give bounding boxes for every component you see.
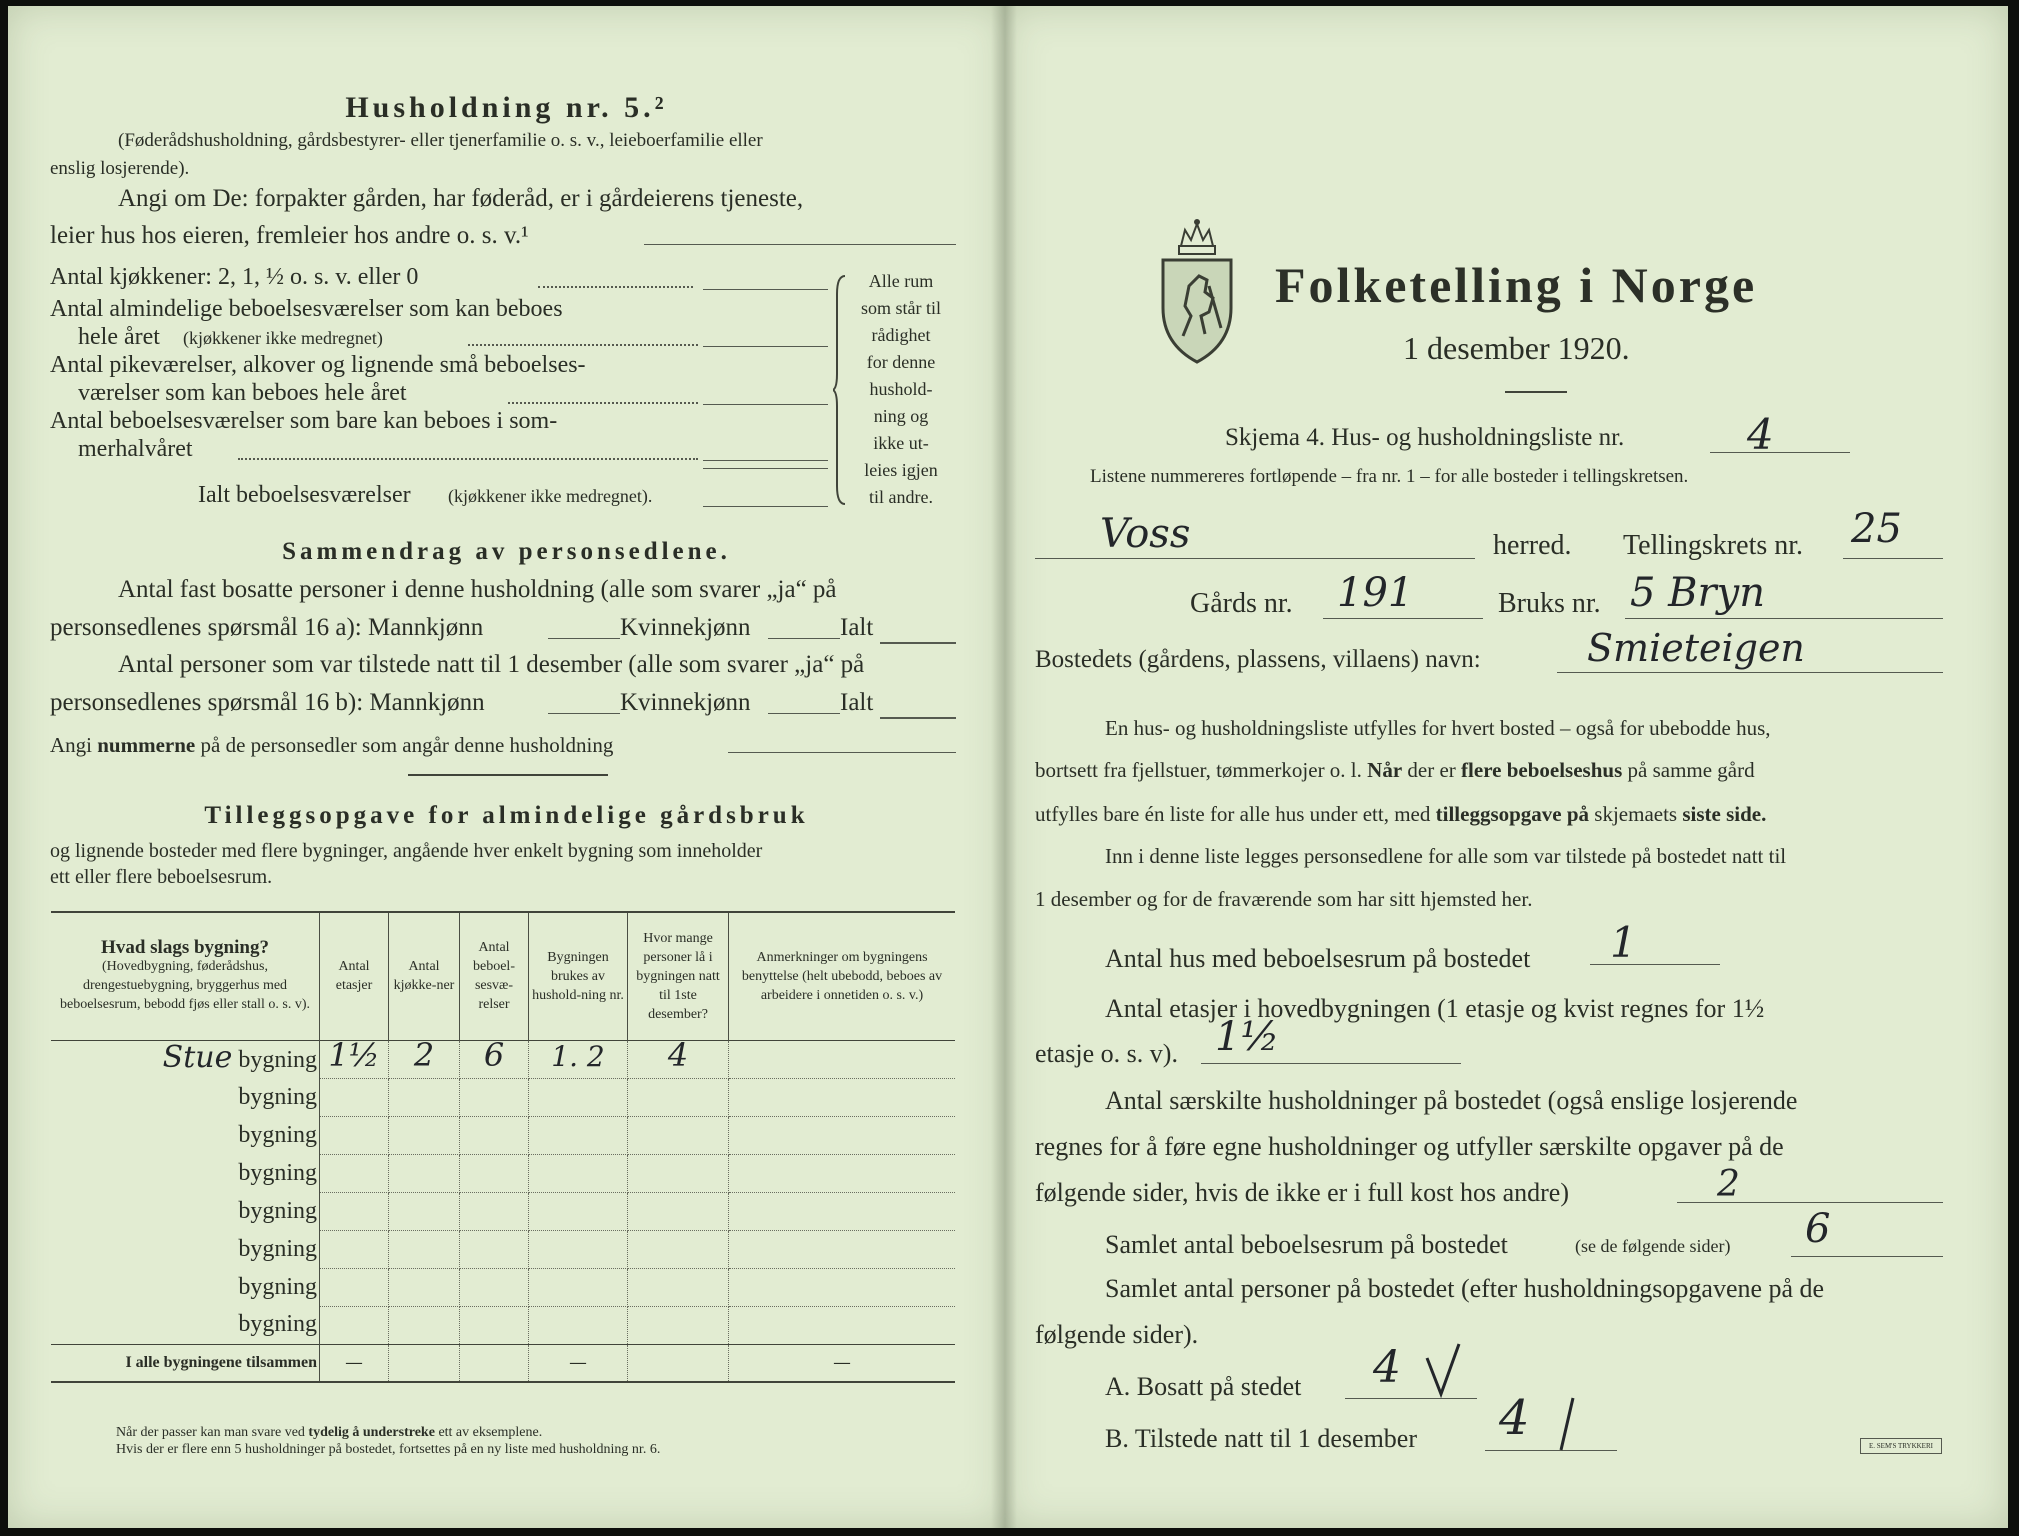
row-personer <box>628 1078 729 1116</box>
side-note-line: til andre. <box>869 487 933 507</box>
table-row <box>51 1154 955 1192</box>
rooms-sommer-dots <box>238 458 698 460</box>
sammendrag-fast-2: personsedlenes spørsmål 16 a): Mannkjønn <box>50 614 484 641</box>
instr-line-3 <box>1035 802 1766 827</box>
col-header-brukes: Bygningen brukes av hushold-ning nr. <box>529 912 628 1040</box>
bruks-fill <box>1625 618 1943 619</box>
tally-stroke-icon <box>1551 1394 1581 1454</box>
tillegg-desc-2: ett eller flere beboelsesrum. <box>50 866 273 888</box>
row-building-name: Stue <box>162 1040 233 1076</box>
row-anm <box>729 1306 956 1344</box>
right-page <box>1005 6 2008 1528</box>
row-anm <box>729 1040 956 1078</box>
row-etasjer <box>320 1268 389 1306</box>
instr-line-5: 1 desember og for de fraværende som har sitt hjemsted her. <box>1035 887 1533 911</box>
q-b-value: 4 <box>1499 1390 1530 1446</box>
q-pers-1: Samlet antal personer på bostedet (efter husholdningsopgavene på de <box>1105 1274 1825 1303</box>
row-brukes <box>529 1078 628 1116</box>
table-header-row <box>51 912 955 1040</box>
instr-1d: der er <box>1407 758 1456 782</box>
sammendrag-heading: Sammendrag av personsedlene. <box>282 538 731 565</box>
q-b-label: B. Tilstede natt til 1 desember <box>1105 1424 1417 1453</box>
table-row <box>51 1306 955 1344</box>
row-brukes <box>529 1306 628 1344</box>
bosted-fill <box>1557 672 1943 673</box>
row-etasjer <box>320 1154 389 1192</box>
row-building-label: bygning <box>51 1306 320 1344</box>
row-etasjer <box>320 1116 389 1154</box>
herred-value: Voss <box>1100 511 1191 557</box>
row-building-label: bygning <box>238 1047 317 1074</box>
q-etasjer-2: etasje o. s. v). <box>1035 1039 1178 1068</box>
q-hus-value: 1 <box>1610 918 1637 967</box>
row-building-cell <box>51 1040 320 1078</box>
row-etasjer <box>320 1192 389 1230</box>
col-building-title: Hvad slags bygning? <box>101 937 269 959</box>
row-etasjer <box>320 1306 389 1344</box>
row-etasjer <box>320 1230 389 1268</box>
row-kjokkener <box>389 1078 460 1116</box>
side-note-line: for denne <box>866 352 936 372</box>
sammendrag-tilst-2: personsedlenes spørsmål 16 b): Mannkjønn <box>50 689 485 716</box>
q-rum-note: (se de følgende sider) <box>1575 1236 1731 1256</box>
rooms-alm-label-1: Antal almindelige beboelsesværelser som kan beboes <box>50 296 563 322</box>
footnote-1a: Når der passer kan man svare ved <box>116 1425 305 1440</box>
title-divider <box>1505 391 1567 393</box>
left-page <box>8 6 1005 1528</box>
row-personer <box>628 1230 729 1268</box>
rooms-sommer-fill <box>703 460 828 461</box>
nummer-text-a: Angi <box>50 733 92 757</box>
row-personer <box>628 1036 729 1078</box>
bruks-value: 5 Bryn <box>1630 570 1766 616</box>
row-beboelse <box>460 1230 529 1268</box>
row-anm <box>729 1230 956 1268</box>
census-title: Folketelling i Norge <box>1275 257 1758 313</box>
row-anm <box>729 1154 956 1192</box>
q-hush-value: 2 <box>1717 1164 1740 1205</box>
q-etasjer-1: Antal etasjer i hovedbygningen (1 etasje og kvist regnes for 1½ <box>1105 994 1765 1023</box>
row-beboelse <box>460 1192 529 1230</box>
col-header-building <box>51 912 320 1040</box>
angi-text-2: leier hus hos eieren, fremleier hos andre o. s. v.¹ <box>50 222 529 249</box>
rooms-alm-label-2: hele året <box>78 324 160 350</box>
rooms-pike-label-2: værelser som kan beboes hele året <box>78 380 407 406</box>
angi-fill-line <box>644 244 956 245</box>
bosted-value: Smieteigen <box>1587 626 1805 670</box>
footnote-1b: tydelig å understreke <box>308 1425 435 1440</box>
q-hush-2: regnes for å føre egne husholdninger og utfyller særskilte opgaver på de <box>1035 1132 1784 1161</box>
printer-stamp: E. SEM'S TRYKKERI <box>1860 1438 1942 1454</box>
household-subtitle-1: (Føderådshusholdning, gårdsbestyrer- eller tjenerfamilie o. s. v., leieboerfamilie eller <box>118 130 763 151</box>
listene-text: Listene nummereres fortløpende – fra nr. 1 – for alle bosteder i tellingskretsen. <box>1090 466 1689 487</box>
coat-of-arms-icon <box>1155 216 1239 366</box>
row-kjokkener <box>389 1154 460 1192</box>
q-a-value: 4 <box>1373 1342 1401 1393</box>
total-beboelse <box>460 1344 529 1382</box>
row-kjokkener <box>389 1116 460 1154</box>
check-mark-icon <box>1421 1340 1465 1400</box>
buildings-table <box>51 911 955 1383</box>
rooms-kjokkener-fill <box>703 289 828 290</box>
footnote-2: Hvis der er flere enn 5 husholdninger på bostedet, fortsettes på en ny liste med husholdning nr. 6. <box>116 1442 661 1457</box>
instr-1b: bortsett fra fjellstuer, tømmerkojer o. l. <box>1035 758 1362 782</box>
total-personer <box>628 1344 729 1382</box>
row-anm <box>729 1268 956 1306</box>
row-brukes <box>529 1192 628 1230</box>
rooms-sommer-label-2: merhalvåret <box>78 436 193 462</box>
total-kjokkener <box>389 1344 460 1382</box>
rooms-ialt-note: (kjøkkener ikke medregnet). <box>448 486 653 506</box>
row-personer <box>628 1192 729 1230</box>
census-date: 1 desember 1920. <box>1403 330 1630 366</box>
tilst-kvinne-fill <box>768 713 840 714</box>
side-note-line: hushold- <box>869 379 933 399</box>
row-personer <box>628 1154 729 1192</box>
table-row <box>51 1268 955 1306</box>
row-beboelse <box>460 1268 529 1306</box>
col-header-etasjer: Antal etasjer <box>320 912 389 1040</box>
q-rum-label: Samlet antal beboelsesrum på bostedet <box>1105 1230 1508 1259</box>
col-header-anm: Anmerkninger om bygningens benyttelse (helt ubebodd, beboes av arbeidere i onnetiden o. s. v.) <box>741 949 943 1003</box>
row-beboelse <box>460 1116 529 1154</box>
row-etasjer <box>320 1036 389 1078</box>
row-brukes <box>529 1230 628 1268</box>
rooms-side-note <box>846 268 956 511</box>
instr-1h: tilleggsopgave på <box>1435 802 1590 826</box>
instr-1j: siste side. <box>1682 802 1767 826</box>
col-building-note: (Hovedbygning, føderådshus, drengestuebygning, bryggerhus med beboelsesrum, bebodd fjøs eller stall o. s. v). <box>59 959 310 1013</box>
table-row <box>51 1078 955 1116</box>
tilst-ialt-label: Ialt <box>840 689 874 716</box>
rooms-alm-fill <box>703 346 828 347</box>
row-building-label: bygning <box>51 1116 320 1154</box>
row-personer <box>628 1306 729 1344</box>
side-note-line: som står til <box>861 298 941 318</box>
col-header-personer: Hvor mange personer lå i bygningen natt til 1ste desember? <box>628 912 729 1040</box>
row-anm <box>729 1116 956 1154</box>
row-beboelse <box>460 1154 529 1192</box>
row-brukes-value: 1. 2 <box>551 1039 605 1073</box>
q-pers-2: følgende sider). <box>1035 1320 1199 1349</box>
rooms-kjokkener-label: Antal kjøkkener: 2, 1, ½ o. s. v. eller 0 <box>50 264 419 290</box>
table-row <box>51 1116 955 1154</box>
rooms-alm-dots <box>468 344 698 346</box>
section-divider <box>408 774 608 776</box>
rooms-ialt-fill <box>703 506 828 507</box>
row-personer <box>628 1268 729 1306</box>
fast-mann-fill <box>548 638 620 639</box>
col-header-kjokkener: Antal kjøkke-ner <box>389 912 460 1040</box>
row-brukes <box>529 1116 628 1154</box>
tillegg-desc-1: og lignende bosteder med flere bygninger, angående hver enkelt bygning som inneholder <box>50 840 763 862</box>
skjema-label: Skjema 4. Hus- og husholdningsliste nr. <box>1225 424 1625 451</box>
row-etasjer-value: 1½ <box>328 1036 380 1074</box>
instr-line-4: Inn i denne liste legges personsedlene for alle som var tilstede på bostedet natt til <box>1105 844 1787 868</box>
nummer-fill <box>728 752 956 753</box>
row-building-label: bygning <box>51 1078 320 1116</box>
row-kjokkener <box>389 1268 460 1306</box>
angi-text-1: Angi om De: forpakter gården, har føderåd, er i gårdeierens tjeneste, <box>118 185 804 212</box>
herred-label: herred. <box>1493 530 1572 561</box>
nummer-text-c: på de personsedler som angår denne husholdning <box>200 733 614 757</box>
total-label: I alle bygningene tilsammen <box>51 1344 320 1382</box>
q-hush-3: følgende sider, hvis de ikke er i full kost hos andre) <box>1035 1178 1569 1207</box>
tilst-mann-fill <box>548 713 620 714</box>
table-total-row <box>51 1344 955 1382</box>
tilst-ialt-fill <box>880 717 956 719</box>
gards-value: 191 <box>1337 570 1414 616</box>
krets-label: Tellingskrets nr. <box>1623 530 1804 561</box>
q-hus-label: Antal hus med beboelsesrum på bostedet <box>1105 944 1531 973</box>
q-hush-1: Antal særskilte husholdninger på bostedet (også enslige losjerende <box>1105 1086 1798 1115</box>
q-etasjer-fill <box>1201 1063 1461 1064</box>
side-note-brace <box>833 274 849 506</box>
row-anm <box>729 1078 956 1116</box>
rooms-pike-label-1: Antal pikeværelser, alkover og lignende små beboelses- <box>50 352 586 378</box>
row-kjokkener <box>389 1306 460 1344</box>
row-kjokkener <box>389 1192 460 1230</box>
krets-value: 25 <box>1851 506 1902 552</box>
fast-ialt-fill <box>880 642 956 644</box>
row-building-label: bygning <box>51 1230 320 1268</box>
total-etasjer: — <box>320 1344 389 1382</box>
table-row <box>51 1192 955 1230</box>
bruks-label: Bruks nr. <box>1498 588 1601 619</box>
col-header-beboelse: Antal beboel-sesvæ-relser <box>460 912 529 1040</box>
row-brukes <box>529 1154 628 1192</box>
row-building-label: bygning <box>51 1268 320 1306</box>
table-row <box>51 1040 955 1078</box>
rooms-sommer-label-1: Antal beboelsesværelser som bare kan beboes i som- <box>50 408 558 434</box>
household-title: Husholdning nr. 5.² <box>345 91 668 124</box>
fast-ialt-label: Ialt <box>840 614 874 641</box>
instr-1e: flere beboelseshus <box>1461 758 1623 782</box>
tillegg-heading: Tilleggsopgave for almindelige gårdsbruk <box>204 802 809 829</box>
row-personer-value: 4 <box>667 1036 689 1074</box>
instr-1c: Når <box>1367 758 1403 782</box>
side-note-line: ning og <box>873 406 929 426</box>
instr-1g: utfylles bare én liste for alle hus under ett, med <box>1035 802 1431 826</box>
fast-kvinne-label: Kvinnekjønn <box>620 614 751 641</box>
q-a-label: A. Bosatt på stedet <box>1105 1372 1302 1401</box>
fast-kvinne-fill <box>768 638 840 639</box>
instr-1i: skjemaets <box>1594 802 1678 826</box>
rooms-pike-fill <box>703 404 828 405</box>
row-kjokkener <box>389 1036 460 1078</box>
row-kjokkener <box>389 1230 460 1268</box>
rooms-kjokkener-dots <box>538 286 693 288</box>
skjema-nr-value: 4 <box>1747 410 1774 459</box>
sammendrag-fast-1: Antal fast bosatte personer i denne husholdning (alle som svarer „ja“ på <box>118 576 837 603</box>
table-row <box>51 1230 955 1268</box>
row-brukes <box>529 1268 628 1306</box>
krets-fill <box>1843 558 1943 559</box>
row-building-label: bygning <box>51 1192 320 1230</box>
rooms-alm-note: (kjøkkener ikke medregnet) <box>183 328 383 348</box>
side-note-line: rådighet <box>871 325 931 345</box>
instr-line-1: En hus- og husholdningsliste utfylles for hvert bosted – også for ubebodde hus, <box>1105 716 1771 740</box>
rooms-sum-line <box>703 468 828 469</box>
herred-fill <box>1035 558 1475 559</box>
total-brukes: — <box>529 1344 628 1382</box>
footnote-1c: ett av eksemplene. <box>438 1425 543 1440</box>
side-note-line: leies igjen <box>864 460 938 480</box>
row-beboelse-value: 6 <box>483 1036 505 1074</box>
rooms-pike-dots <box>508 402 698 404</box>
row-kjokkener-value: 2 <box>413 1036 435 1074</box>
q-rum-value: 6 <box>1805 1206 1831 1252</box>
side-note-line: Alle rum <box>868 271 934 291</box>
gards-fill <box>1323 618 1483 619</box>
row-personer <box>628 1116 729 1154</box>
row-beboelse <box>460 1078 529 1116</box>
instr-line-2 <box>1035 758 1755 783</box>
row-anm <box>729 1192 956 1230</box>
bosted-label: Bostedets (gårdens, plassens, villaens) navn: <box>1035 646 1481 673</box>
row-beboelse <box>460 1306 529 1344</box>
side-note-line: ikke ut- <box>873 433 929 453</box>
row-building-label: bygning <box>51 1154 320 1192</box>
row-etasjer <box>320 1078 389 1116</box>
sammendrag-nummer <box>50 733 613 758</box>
row-brukes <box>529 1040 628 1078</box>
sammendrag-tilst-1: Antal personer som var tilstede natt til 1 desember (alle som svarer „ja“ på <box>118 651 865 678</box>
instr-1f: på samme gård <box>1627 758 1755 782</box>
q-etasjer-value: 1½ <box>1215 1014 1280 1060</box>
nummer-text-b: nummerne <box>97 733 196 757</box>
total-anm: — <box>729 1344 956 1382</box>
skjema-fill <box>1710 452 1850 453</box>
row-beboelse <box>460 1036 529 1078</box>
household-subtitle-2: enslig losjerende). <box>50 158 190 179</box>
gards-label: Gårds nr. <box>1190 588 1293 619</box>
rooms-ialt-label: Ialt beboelsesværelser <box>198 482 411 508</box>
q-rum-fill <box>1791 1256 1943 1257</box>
tilst-kvinne-label: Kvinnekjønn <box>620 689 751 716</box>
